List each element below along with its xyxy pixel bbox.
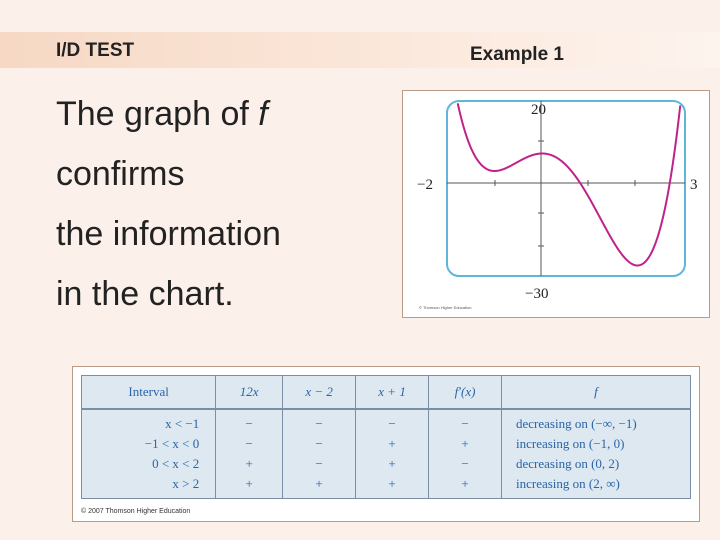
sign-cell: + — [388, 436, 396, 451]
interval-cell: x > 2 — [172, 476, 200, 491]
body-line-4: in the chart. — [56, 275, 234, 313]
sign-cell: − — [461, 456, 469, 471]
behavior-column — [501, 409, 690, 498]
body-line-1-prefix: The graph of — [56, 95, 259, 133]
sign-cell: + — [388, 476, 396, 491]
col-f-header: f — [501, 376, 690, 409]
body-line-1 — [56, 84, 386, 144]
col-xplus1-header: x + 1 — [356, 376, 429, 409]
col-interval-header: Interval — [82, 376, 216, 409]
col-fprime-header: f′(x) — [429, 376, 502, 409]
body-line-1-var: f — [258, 95, 268, 133]
sign-cell: + — [245, 456, 253, 471]
sign-xminus2-column — [283, 409, 356, 498]
plot-frame — [447, 101, 685, 276]
sign-cell: − — [245, 416, 253, 431]
y-min-label: −30 — [525, 286, 549, 302]
x-max-label: 3 — [690, 177, 698, 193]
sign-cell: − — [315, 436, 323, 451]
body-line-3: the information — [56, 215, 281, 253]
behavior-cell: decreasing on (0, 2) — [515, 456, 620, 471]
sign-chart-table — [82, 376, 690, 498]
sign-12x-column — [216, 409, 283, 498]
sign-chart-figure — [72, 366, 700, 522]
sign-xplus1-column — [356, 409, 429, 498]
sign-cell: + — [461, 476, 469, 491]
graph-figure — [402, 90, 710, 318]
sign-cell: − — [315, 416, 323, 431]
behavior-cell: increasing on (−1, 0) — [515, 436, 625, 451]
behavior-cell: increasing on (2, ∞) — [515, 476, 620, 491]
sign-cell: − — [461, 416, 469, 431]
sign-cell: − — [245, 436, 253, 451]
graph-credit: © Thomson Higher Education — [419, 305, 472, 310]
sign-cell: + — [461, 436, 469, 451]
sign-cell: + — [245, 476, 253, 491]
body-line-2: confirms — [56, 155, 185, 193]
interval-cell: x < −1 — [165, 416, 200, 431]
y-max-label: 20 — [531, 102, 546, 118]
sign-cell: − — [388, 416, 396, 431]
body-text — [56, 84, 386, 324]
example-label: Example 1 — [470, 44, 564, 65]
interval-cell: −1 < x < 0 — [144, 436, 200, 451]
x-min-label: −2 — [417, 177, 433, 193]
table-copyright: © 2007 Thomson Higher Education — [81, 508, 191, 515]
sign-chart — [81, 375, 691, 499]
col-12x-header: 12x — [216, 376, 283, 409]
graph-svg — [403, 91, 709, 317]
table-header-row — [82, 376, 690, 409]
behavior-cell: decreasing on (−∞, −1) — [515, 416, 637, 431]
section-label: I/D TEST — [56, 40, 135, 61]
interval-cell: 0 < x < 2 — [152, 456, 200, 471]
table-row — [82, 409, 690, 498]
col-xminus2-header: x − 2 — [283, 376, 356, 409]
sign-fprime-column — [429, 409, 502, 498]
sign-cell: + — [315, 476, 323, 491]
interval-column — [82, 409, 216, 498]
sign-cell: − — [315, 456, 323, 471]
sign-cell: + — [388, 456, 396, 471]
